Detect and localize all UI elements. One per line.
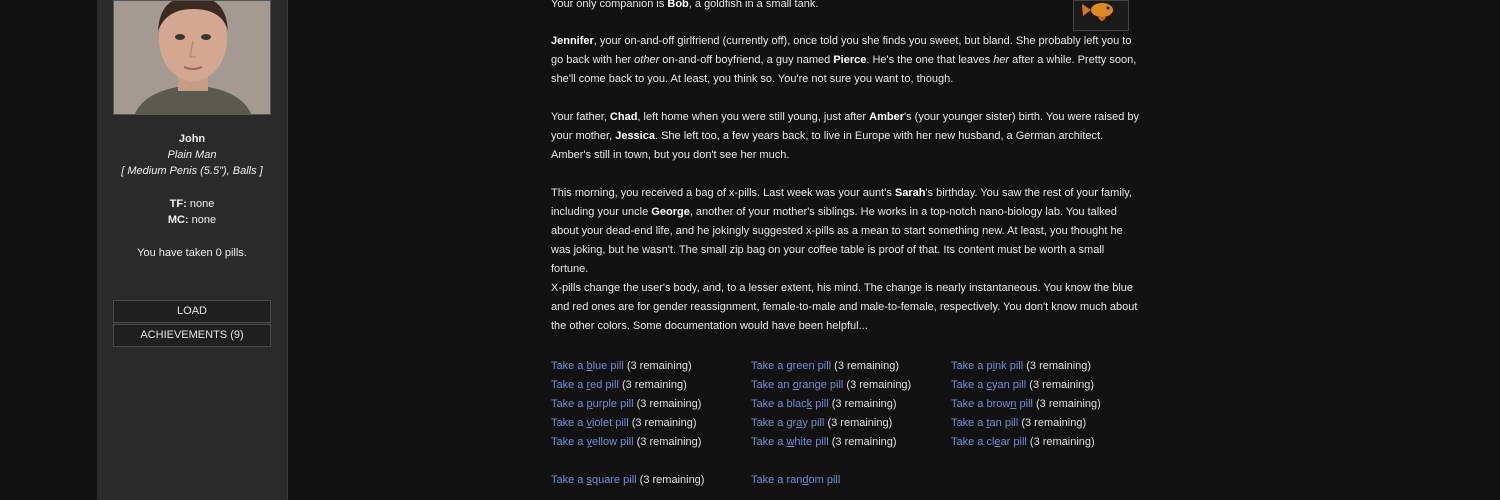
pill-choice [751, 473, 840, 487]
text: on-and-off boyfriend, a guy named [659, 54, 834, 66]
hotkey-letter: i [992, 360, 996, 372]
link-text: an pill [989, 417, 1019, 429]
tf-value: none [189, 198, 215, 210]
link-text: Take a [751, 360, 787, 372]
emphasis: her [993, 54, 1010, 66]
mc-label: MC: [167, 214, 189, 226]
hotkey-letter: s [586, 474, 592, 486]
take-pill-link[interactable] [551, 417, 629, 429]
take-pill-link[interactable] [951, 417, 1018, 429]
link-text: hite pill [794, 436, 829, 448]
hotkey-letter: n [1010, 398, 1017, 410]
pill-choice [951, 378, 1094, 392]
story-paragraph-xpills-origin [551, 184, 1141, 279]
text: , your on-and-off girlfriend (currently off), once told you she finds you sweet, but bland. She probably left you to go back with her [551, 35, 1132, 66]
character-name: John [178, 133, 206, 145]
link-text: ellow pill [591, 436, 634, 448]
character-portrait [113, 0, 271, 115]
link-text: Take a [751, 436, 787, 448]
load-button[interactable]: LOAD [113, 300, 271, 323]
hotkey-letter: d [802, 474, 809, 486]
take-pill-link[interactable] [551, 436, 634, 448]
story-paragraph-girlfriend [551, 32, 1141, 89]
pill-choice [751, 397, 897, 411]
pill-choice [751, 435, 897, 449]
pill-choice [551, 359, 692, 373]
jessica-name: Jessica [615, 130, 655, 142]
take-pill-link[interactable] [551, 379, 619, 391]
remaining-count: (3 remaining) [828, 436, 897, 448]
tf-label: TF: [169, 198, 187, 210]
hotkey-letter: r [586, 379, 591, 391]
pill-choice [751, 378, 911, 392]
remaining-count: (3 remaining) [843, 379, 912, 391]
take-pill-link[interactable] [751, 474, 840, 486]
hotkey-letter: g [786, 360, 793, 372]
pill-choice [551, 435, 701, 449]
link-text: Take a brow [951, 398, 1011, 410]
link-text: Take a ran [751, 474, 803, 486]
link-text: range pill [798, 379, 844, 391]
text: , a goldfish in a small tank. [688, 0, 819, 10]
take-pill-link[interactable] [751, 417, 824, 429]
remaining-count: (3 remaining) [1026, 436, 1095, 448]
pill-choice [551, 416, 697, 430]
achievements-button[interactable]: ACHIEVEMENTS (9) [113, 324, 271, 347]
pill-choice [951, 416, 1086, 430]
pill-choice [751, 359, 899, 373]
link-text: ed pill [590, 379, 619, 391]
mc-value: none [191, 214, 217, 226]
pill-choice [951, 359, 1091, 373]
link-text: pill [812, 398, 829, 410]
hotkey-letter: v [586, 417, 592, 429]
hotkey-letter: k [806, 398, 813, 410]
text: after a while. Pretty soon, she'll come back to you. At least, you think so. You're not sure you want to, though. [551, 54, 1137, 85]
link-text: Take a blac [751, 398, 807, 410]
take-pill-link[interactable] [751, 379, 843, 391]
remaining-count: (3 remaining) [618, 379, 687, 391]
remaining-count: (3 remaining) [633, 436, 702, 448]
hotkey-letter: a [796, 417, 803, 429]
link-text: Take a [551, 379, 587, 391]
character-sidebar [97, 0, 288, 500]
take-pill-link[interactable] [751, 398, 829, 410]
link-text: iolet pill [591, 417, 629, 429]
link-text: Take a [551, 474, 587, 486]
take-pill-link[interactable] [951, 379, 1026, 391]
story-paragraph-family [551, 108, 1141, 165]
text: . He's the one that leaves [866, 54, 994, 66]
link-text: ar pill [1000, 436, 1027, 448]
george-name: George [651, 206, 690, 218]
link-text: yan pill [991, 379, 1027, 391]
pierce-name: Pierce [833, 54, 867, 66]
text: Your father, [551, 111, 610, 123]
story-paragraph-companion [551, 0, 1141, 14]
link-text: pill [1016, 398, 1033, 410]
remaining-count: (3 remaining) [628, 417, 697, 429]
text: , another of your mother's siblings. He works in a top-notch nano-biology lab. You talked about your dead-end life, and he jokingly suggested x-pills as a mean to start something new. At least, you thought he was joking, but he wasn't. The small zip bag on your coffee table is proof of that. Its content must be worth a small fortune. [551, 206, 1123, 275]
emphasis: other [634, 54, 660, 66]
hotkey-letter: b [586, 360, 593, 372]
remaining-count: (3 remaining) [1026, 379, 1095, 391]
link-text: urple pill [592, 398, 634, 410]
link-text: Take a p [951, 360, 993, 372]
text: 's birthday. You saw the rest of your family, including your uncle [551, 187, 1132, 218]
text: Your only companion is [551, 0, 668, 10]
link-text: om pill [808, 474, 841, 486]
link-text: Take a cl [951, 436, 995, 448]
hotkey-letter: c [986, 379, 992, 391]
link-text: reen pill [792, 360, 832, 372]
pills-taken-count: You have taken 0 pills. [137, 247, 247, 259]
take-pill-link[interactable] [551, 398, 634, 410]
remaining-count: (3 remaining) [831, 360, 899, 372]
link-text: Take a [551, 436, 587, 448]
body-description-text: [ Medium Penis (5.5"), Balls ] [121, 165, 263, 177]
take-pill-link[interactable] [551, 474, 637, 486]
bob-name: Bob [667, 0, 689, 10]
story-paragraph-xpills-info: X-pills change the user's body, and, to a lesser extent, his mind. The change is nearly instantaneous. You know the blue and red ones are for gender reassignment, female-to-male and male-to-female, respectively. You don't know much about the other colors. Some documentation would have been helpful... [551, 282, 1138, 332]
text: 's (your younger sister) birth. You were raised by your mother, [551, 111, 1140, 142]
hotkey-letter: w [786, 436, 795, 448]
remaining-count: (3 remaining) [828, 398, 897, 410]
link-text: Take a [551, 360, 587, 372]
link-text: nk pill [995, 360, 1024, 372]
link-text: lue pill [592, 360, 624, 372]
take-pill-link[interactable] [951, 436, 1027, 448]
hotkey-letter: y [586, 436, 592, 448]
link-text: y pill [802, 417, 825, 429]
link-text: Take an [751, 379, 793, 391]
link-text: Take a [551, 398, 587, 410]
remaining-count: (3 remaining) [636, 474, 705, 486]
pill-choice [551, 397, 701, 411]
take-pill-link[interactable] [551, 360, 624, 372]
take-pill-link[interactable] [751, 436, 829, 448]
link-text: quare pill [591, 474, 637, 486]
remaining-count: (3 remaining) [1018, 417, 1087, 429]
link-text: Take a [951, 379, 987, 391]
remaining-count: (3 remaining) [824, 417, 893, 429]
tf-status [97, 196, 287, 212]
pill-choice [751, 416, 892, 430]
link-text: Take a [551, 417, 587, 429]
pill-choice [951, 435, 1095, 449]
jennifer-name: Jennifer [551, 35, 594, 47]
pill-choice [951, 397, 1101, 411]
remaining-count: (3 remaining) [1023, 360, 1092, 372]
hotkey-letter: t [986, 417, 990, 429]
hotkey-letter: e [994, 436, 1001, 448]
character-title: Plain Man [167, 149, 217, 161]
pill-choice [551, 378, 687, 392]
take-pill-link[interactable] [951, 360, 1023, 372]
link-text: Take a [951, 417, 987, 429]
remaining-count: (3 remaining) [623, 360, 692, 372]
pill-choice [551, 473, 704, 487]
take-pill-link[interactable] [951, 398, 1033, 410]
hotkey-letter: o [792, 379, 799, 391]
amber-name: Amber [869, 111, 904, 123]
mc-status [97, 212, 287, 228]
text: . She left too, a few years back, to live in Europe with her new husband, a German architect. Amber's still in town, but you don't see her much. [551, 130, 1104, 161]
take-pill-link[interactable] [751, 360, 831, 372]
link-text: Take a gr [751, 417, 797, 429]
character-body-description [97, 163, 287, 179]
remaining-count: (3 remaining) [1032, 398, 1101, 410]
chad-name: Chad [609, 111, 638, 123]
remaining-count: (3 remaining) [633, 398, 702, 410]
sarah-name: Sarah [894, 187, 926, 199]
text: This morning, you received a bag of x-pills. Last week was your aunt's [551, 187, 895, 199]
hotkey-letter: p [586, 398, 593, 410]
text: , left home when you were still young, just after [637, 111, 870, 123]
